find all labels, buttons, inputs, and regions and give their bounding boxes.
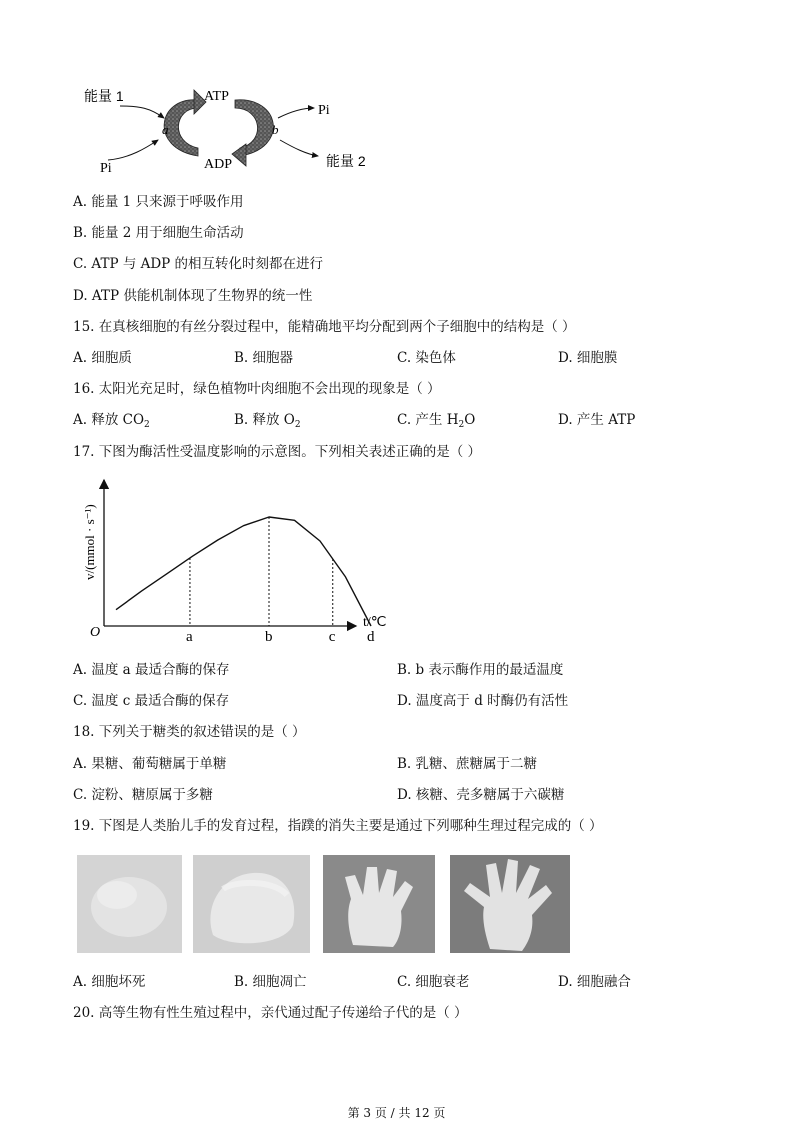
page-footer: 第 3 页 / 共 12 页 [347, 1106, 446, 1120]
q17-option-c: C. 温度 c 最适合酶的保存 [73, 693, 230, 709]
q18-option-b: B. 乳糖、蔗糖属于二糖 [397, 756, 538, 772]
fetal-hand-photo-4 [450, 855, 570, 953]
b-label: b [272, 122, 279, 137]
arc-a [164, 100, 198, 156]
q15-option-b: B. 细胞器 [234, 350, 294, 366]
q15-stem: 15. 在真核细胞的有丝分裂过程中，能精确地平均分配到两个子细胞中的结构是（ ） [73, 319, 576, 335]
q16-option-c: C. 产生 $H_2O$ [397, 412, 476, 430]
pi-out-label: Pi [318, 103, 330, 118]
x-axis-label: t/℃ [363, 615, 387, 630]
q15-option-d: D. 细胞膜 [558, 350, 618, 366]
q19-option-d: D. 细胞融合 [558, 974, 631, 990]
pi-out-arrow [278, 108, 314, 118]
q15-option-a: A. 细胞质 [73, 350, 132, 366]
q16-option-b: B. 释放 $O_2$ [234, 412, 301, 430]
q20-stem: 20. 高等生物有性生殖过程中，亲代通过配子传递给子代的是（ ） [73, 1005, 468, 1021]
x-tick-d: d [367, 629, 375, 645]
q16-option-a: A. 释放 $CO_2$ [73, 412, 150, 430]
q14-option-d: D. ATP 供能机制体现了生物界的统一性 [73, 288, 313, 304]
q18-option-a: A. 果糖、葡萄糖属于单糖 [73, 756, 227, 772]
energy1-arrow [120, 106, 164, 118]
a-label: a [162, 122, 169, 137]
q14-option-b: B. 能量 2 用于细胞生命活动 [73, 225, 244, 241]
q14-option-c: C. ATP 与 ADP 的相互转化时刻都在进行 [73, 256, 324, 272]
q18-stem: 18. 下列关于糖类的叙述错误的是（ ） [73, 724, 306, 740]
q17-option-b: B. b 表示酶作用的最适温度 [397, 662, 564, 678]
pi-in-arrow [108, 140, 158, 160]
x-tick-b: b [265, 629, 273, 645]
q18-option-d: D. 核糖、壳多糖属于六碳糖 [397, 787, 565, 803]
q14-option-a: A. 能量 1 只来源于呼吸作用 [73, 194, 244, 210]
x-tick-c: c [328, 629, 336, 645]
q18-option-c: C. 淀粉、糖原属于多糖 [73, 787, 213, 803]
q16-stem: 16. 太阳光充足时，绿色植物叶肉细胞不会出现的现象是（ ） [73, 381, 441, 397]
origin-label: O [90, 625, 101, 640]
atp-adp-cycle-diagram [80, 78, 380, 178]
energy2-label: 能量 2 [326, 153, 366, 169]
q17-option-d: D. 温度高于 d 时酶仍有活性 [397, 693, 569, 709]
fetal-hand-photo-2 [193, 855, 310, 953]
q19-option-a: A. 细胞坏死 [73, 974, 146, 990]
atp-label: ATP [204, 89, 229, 104]
energy1-label: 能量 1 [84, 88, 124, 104]
arrowhead-b [232, 144, 246, 166]
fetal-hand-photo-3 [323, 855, 435, 953]
q17-option-a: A. 温度 a 最适合酶的保存 [73, 662, 230, 678]
adp-label: ADP [204, 157, 233, 172]
q19-option-b: B. 细胞凋亡 [234, 974, 307, 990]
energy2-arrow [280, 140, 318, 156]
q19-option-c: C. 细胞衰老 [397, 974, 470, 990]
x-tick-a: a [185, 629, 193, 645]
q17-stem: 17. 下图为酶活性受温度影响的示意图。下列相关表述正确的是（ ） [73, 444, 482, 460]
y-axis-label: v/(mmol · s⁻¹) [82, 504, 97, 580]
q16-option-d: D. 产生 ATP [558, 412, 636, 428]
pi-in-label: Pi [100, 161, 112, 176]
q15-option-c: C. 染色体 [397, 350, 456, 366]
fetal-hand-photo-1 [77, 855, 182, 953]
enzyme-temperature-chart [78, 470, 398, 650]
q19-stem: 19. 下图是人类胎儿手的发育过程，指蹼的消失主要是通过下列哪种生理过程完成的（ ） [73, 818, 603, 834]
